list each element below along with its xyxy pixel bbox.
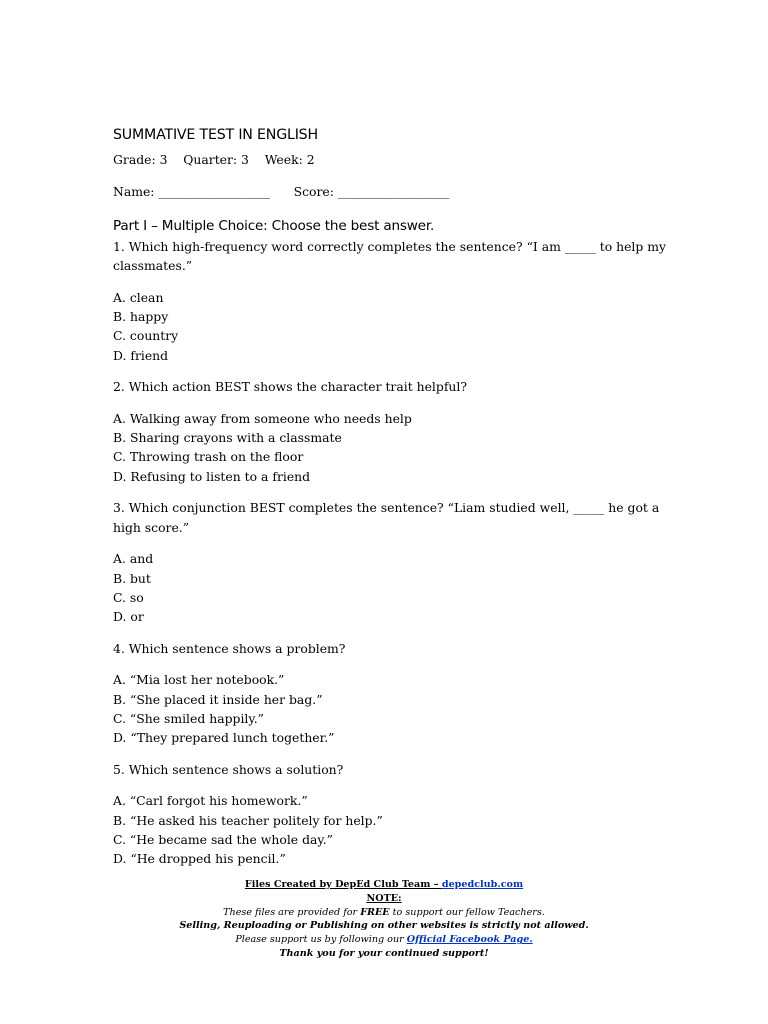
- option-list: [113, 791, 673, 869]
- option-item: C. “He became sad the whole day.”: [113, 831, 334, 847]
- question-item: [113, 498, 673, 626]
- option-item: A. “Carl forgot his homework.”: [113, 793, 308, 809]
- option-list: [113, 549, 673, 627]
- question-text: 3. Which conjunction BEST completes the sentence? “Liam studied well, _____ he got a high score.”: [113, 500, 660, 535]
- option-item: B. but: [113, 570, 151, 586]
- option-item: A. clean: [113, 289, 164, 305]
- question-text: 5. Which sentence shows a solution?: [113, 761, 344, 777]
- option-item: C. country: [113, 328, 179, 344]
- option-item: A. Walking away from someone who needs help: [113, 410, 412, 426]
- option-item: D. “They prepared lunch together.”: [113, 730, 335, 746]
- footer-line-free: [0, 906, 768, 920]
- footer-follow-text: Please support us by following our: [235, 934, 407, 946]
- option-item: B. happy: [113, 309, 169, 325]
- option-item: C. “She smiled happily.”: [113, 710, 265, 726]
- option-item: D. “He dropped his pencil.”: [113, 851, 286, 867]
- question-item: [113, 377, 673, 486]
- test-document: [113, 124, 673, 881]
- option-item: A. “Mia lost her notebook.”: [113, 672, 285, 688]
- name-field: Name: __________________: [113, 184, 270, 200]
- score-field: Score: __________________: [293, 184, 450, 200]
- footer-line-follow: [0, 933, 768, 947]
- grade-quarter-week: [113, 150, 673, 169]
- footer-note-label: NOTE:: [366, 892, 402, 904]
- option-item: D. or: [113, 609, 144, 625]
- option-item: C. Throwing trash on the floor: [113, 449, 304, 465]
- footer-credit: [0, 878, 768, 892]
- option-item: A. and: [113, 551, 154, 567]
- week-label: Week: 2: [264, 152, 315, 167]
- question-item: [113, 639, 673, 748]
- footer-free-word: FREE: [360, 906, 390, 918]
- option-item: B. Sharing crayons with a classmate: [113, 430, 342, 446]
- option-item: D. Refusing to listen to a friend: [113, 468, 311, 484]
- footer-line-free-a: These files are provided for: [223, 906, 361, 918]
- option-list: [113, 288, 673, 366]
- quarter-label: Quarter: 3: [183, 152, 249, 167]
- question-text: 4. Which sentence shows a problem?: [113, 640, 346, 656]
- option-item: B. “He asked his teacher politely for help.”: [113, 812, 383, 828]
- document-title: SUMMATIVE TEST IN ENGLISH: [113, 127, 318, 143]
- question-item: [113, 237, 673, 365]
- facebook-page-link[interactable]: Official Facebook Page.: [406, 934, 533, 946]
- footer-line-free-b: to support our fellow Teachers.: [389, 906, 545, 918]
- page-footer: [0, 878, 768, 961]
- grade-label: Grade: 3: [113, 152, 168, 167]
- footer-credit-text: Files Created by DepEd Club Team –: [244, 879, 442, 890]
- footer-line-thanks: Thank you for your continued support!: [279, 947, 489, 959]
- question-text: 1. Which high-frequency word correctly completes the sentence? “I am _____ to help my classmates.”: [113, 238, 667, 274]
- question-item: [113, 760, 673, 869]
- depedclub-link[interactable]: depedclub.com: [441, 879, 524, 890]
- option-list: [113, 670, 673, 748]
- option-item: D. friend: [113, 347, 169, 363]
- footer-line-warning: Selling, Reuploading or Publishing on other websites is strictly not allowed.: [179, 920, 589, 932]
- option-item: B. “She placed it inside her bag.”: [113, 691, 323, 707]
- option-list: [113, 409, 673, 487]
- option-item: C. so: [113, 589, 144, 605]
- part-heading: Part I – Multiple Choice: Choose the best answer.: [113, 217, 435, 234]
- question-text: 2. Which action BEST shows the character trait helpful?: [113, 379, 467, 395]
- name-score-line: [113, 182, 673, 201]
